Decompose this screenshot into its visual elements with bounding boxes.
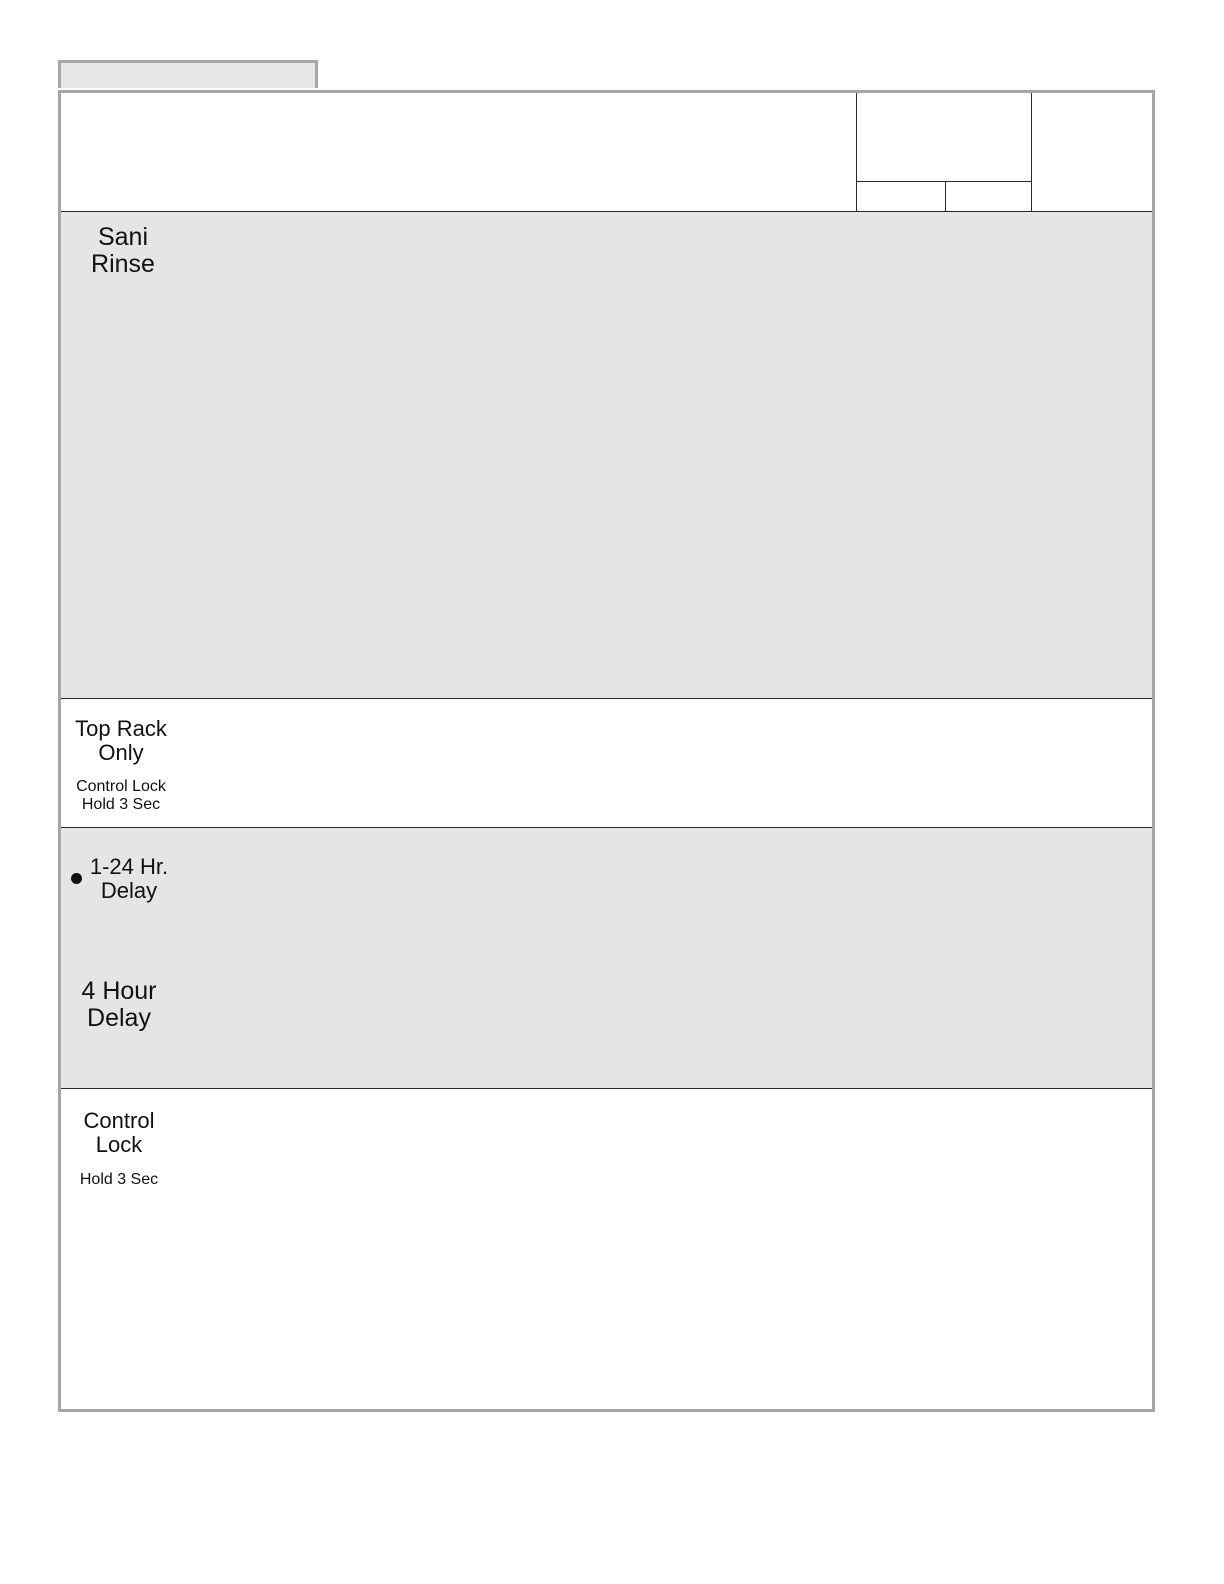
control-lock-sublabel: Hold 3 Sec xyxy=(79,1171,159,1188)
sani-rinse-band xyxy=(61,212,1152,698)
delay-1-24-line2: Delay xyxy=(100,877,158,903)
top-rack-line1: Top Rack xyxy=(75,716,167,741)
control-lock-line2: Lock xyxy=(95,1131,143,1157)
header-divider-right xyxy=(1031,93,1032,211)
delay-1-24-label xyxy=(69,855,189,903)
top-rack-sub1: Control Lock xyxy=(76,778,166,795)
control-lock-line1: Control xyxy=(83,1108,155,1133)
top-rack-line2: Only xyxy=(98,739,144,765)
four-hour-line1: 4 Hour xyxy=(81,977,157,1005)
sani-rinse-label xyxy=(63,224,183,278)
four-hour-line2: Delay xyxy=(87,1004,151,1032)
control-panel-frame xyxy=(58,90,1155,1412)
header-subdivider xyxy=(856,181,1032,182)
sani-rinse-line1: Sani xyxy=(97,223,149,251)
header-tab xyxy=(58,60,318,88)
top-rack-label xyxy=(61,717,181,765)
four-hour-delay-label xyxy=(59,978,179,1032)
control-lock-label xyxy=(59,1109,179,1157)
top-rack-sublabel xyxy=(61,778,181,814)
delay-1-24-line1: 1-24 Hr. xyxy=(89,854,169,879)
sani-rinse-line2: Rinse xyxy=(91,250,155,278)
top-rack-sub2: Hold 3 Sec xyxy=(81,795,161,813)
top-rack-band xyxy=(61,699,1152,827)
control-lock-band xyxy=(61,1089,1152,1409)
header-divider-left xyxy=(856,93,857,211)
header-small-divider xyxy=(945,181,946,211)
delay-band xyxy=(61,828,1152,1088)
